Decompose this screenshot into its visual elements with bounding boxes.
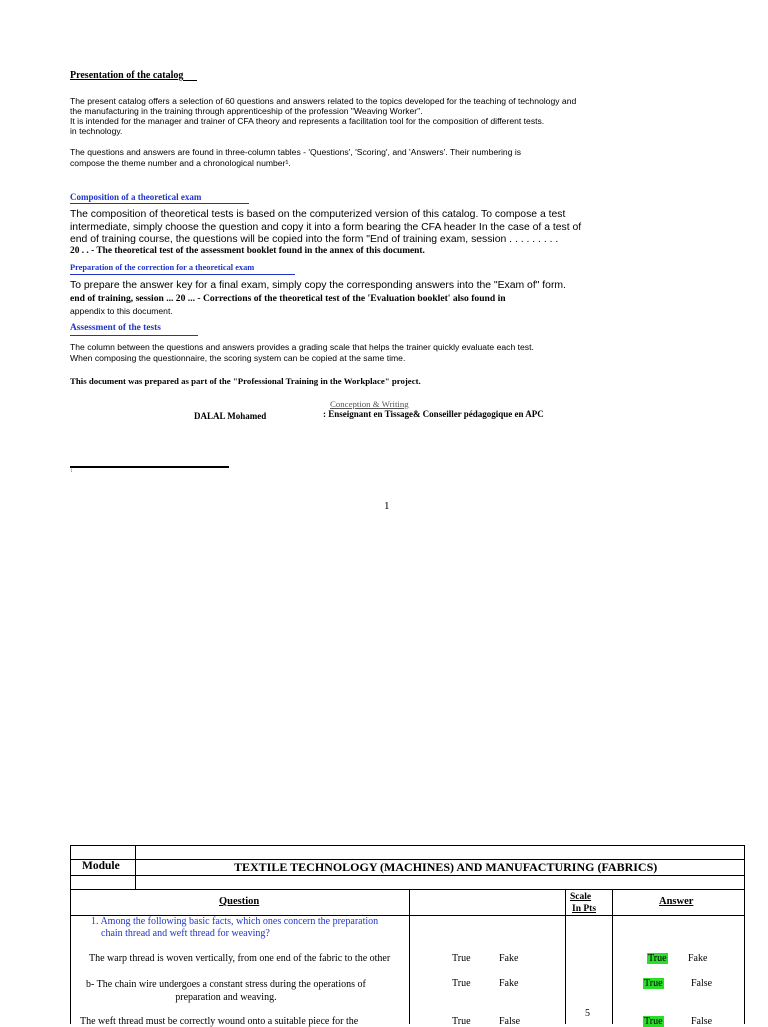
answer-false-c: False [691,1016,713,1027]
composition-booklet-note: 20 . . - The theoretical test of the assessment booklet found in the annex of this document. [70,246,425,256]
column-header-scale: Scale In Pts [570,892,597,914]
option-fake-a[interactable]: Fake [499,953,519,964]
credits-role: Conception & Writing [330,399,409,409]
answer-true-b: True [644,978,663,989]
presentation-paragraph-2: The questions and answers are found in three-column tables - 'Questions', 'Scoring', and 'Answers'. Their numbering is compose the theme number and a chronological number¹. [70,147,522,168]
preparation-line-3: appendix to this document. [70,306,173,316]
assessment-heading: Assessment of the tests [70,323,161,333]
credits-title: : Enseignant en Tissage& Conseiller pédagogique en APC [323,409,544,419]
statement-c: The weft thread must be correctly wound onto a suitable piece for the [80,1016,359,1027]
question-1: 1. Among the following basic facts, which ones concern the preparation chain thread and weft thread for weaving? [91,916,379,939]
column-header-question: Question [219,896,260,907]
option-true-c[interactable]: True [452,1016,471,1027]
statement-a: The warp thread is woven vertically, from one end of the fabric to the other [89,953,391,964]
assessment-heading-underline [70,335,198,336]
preparation-line-2: end of training, session ... 20 ... - Corrections of the theoretical test of the 'Evaluation booklet' also found in [70,293,506,304]
option-true-b[interactable]: True [452,978,471,989]
project-note: This document was prepared as part of the "Professional Training in the Workplace" project. [70,376,421,386]
option-false-c[interactable]: False [499,1016,521,1027]
page-number: 1 [384,500,390,512]
option-fake-b[interactable]: Fake [499,978,519,989]
preparation-heading-underline [70,274,295,275]
statement-b: b- The chain wire undergoes a constant stress during the operations of preparation and weaving. [86,979,366,1003]
footnote-mark: 1 [70,469,73,474]
module-label: Module [82,860,120,872]
module-title: TEXTILE TECHNOLOGY (MACHINES) AND MANUFACTURING (FABRICS) [234,860,658,874]
option-true-a[interactable]: True [452,953,471,964]
preparation-line-1: To prepare the answer key for a final exam, simply copy the corresponding answers into the "Exam of" form. [70,280,566,291]
answer-false-b: False [691,978,713,989]
question-score: 5 [585,1008,590,1019]
answer-true-a: True [648,953,667,964]
answer-true-c: True [644,1016,663,1027]
preparation-heading: Preparation of the correction for a theoretical exam [70,263,255,272]
composition-paragraph: The composition of theoretical tests is based on the computerized version of this catalog. To compose a test intermediate, simply choose the question and copy it into a form bearing the CFA header In the case of a test of end of training course, the questions will be copied into the form "End of training exam, session . . . . . . . . . [70,209,582,245]
presentation-paragraph-1: The present catalog offers a selection of 60 questions and answers related to the topics developed for the teaching of technology and the manufacturing in the training through apprenticeship of the profession "Weaving Worker". It is intended for the manager and trainer of CFA theory and represents a facilitation tool for the composition of different tests. in technology. [70,96,577,136]
footnote-separator [70,466,229,468]
column-header-answer: Answer [659,896,694,907]
composition-heading: Composition of a theoretical exam [70,192,202,202]
presentation-heading: Presentation of the catalog [70,70,197,81]
credits-name: DALAL Mohamed [194,411,267,421]
assessment-paragraph: The column between the questions and answers provides a grading scale that helps the trainer quickly evaluate each test. When composing the questionnaire, the scoring system can be copied at the same time. [70,342,534,363]
composition-heading-underline [70,203,249,204]
answer-fake-a: Fake [688,953,708,964]
